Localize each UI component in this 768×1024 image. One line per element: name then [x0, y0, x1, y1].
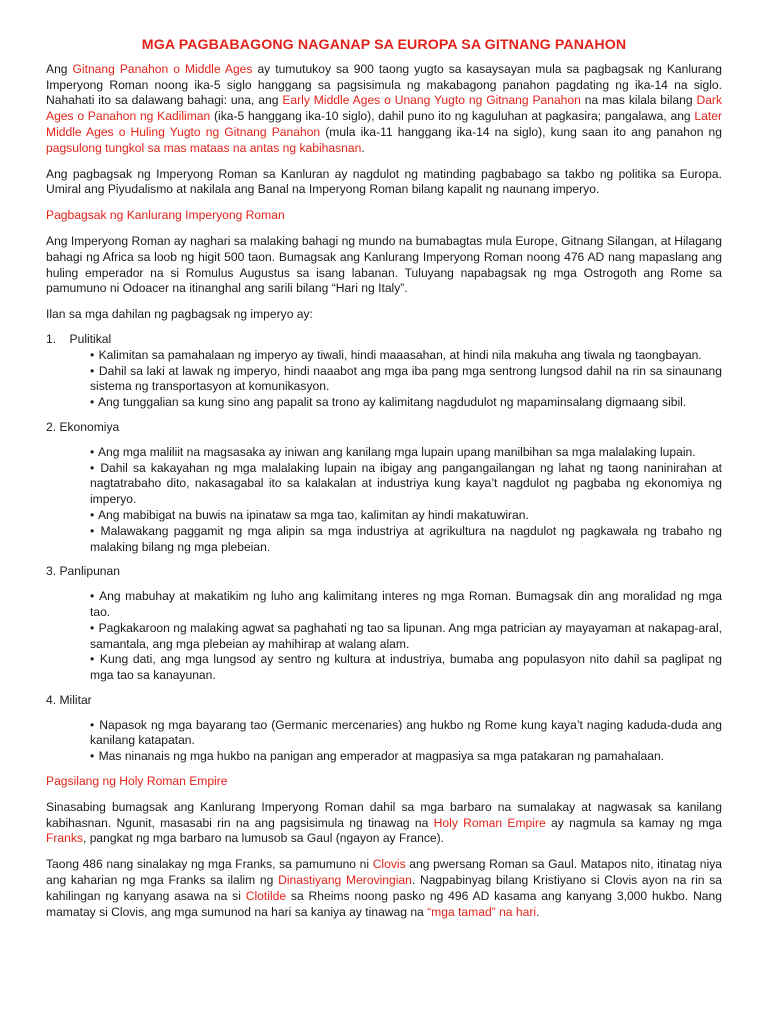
- list-item-text: Kung dati, ang mga lungsod ay sentro ng kultura at industriya, bumaba ang populasyon nito dahil sa paglipat ng mga tao sa kanayunan.: [90, 652, 722, 683]
- intro-text-4: (ika-5 hanggang ika-10 siglo), dahil puno ito ng kaguluhan at pagkasira; pangalawa, ang: [210, 109, 695, 124]
- bullet-icon: •: [90, 749, 95, 764]
- causes-intro: Ilan sa mga dahilan ng pagbagsak ng imperyo ay:: [46, 307, 313, 322]
- intro-text-2: ay tumutukoy sa 900 taong yugto sa kasaysayan mula sa pagbagsak ng Kanlurang Imperyong Roman noong ika-5 siglo hanggang sa pagsisimula ng makabagong panahon pagdating ng ika-14 na siglo. Nahahati ito sa dalawang bahagi: una, ang: [46, 61, 722, 108]
- list-item-text: Malawakang paggamit ng mga alipin sa mga industriya at agrikultura na nagdulot ng pagkawala ng trabaho ng malaking bilang ng mga plebeian.: [90, 523, 722, 554]
- franks-text-3: , pangkat ng mga barbaro na lumusob sa Gaul (ngayon ay France).: [82, 831, 444, 846]
- intro-text-6: .: [361, 140, 365, 155]
- list-item: [46, 621, 722, 653]
- term-clovis: Clovis: [372, 857, 406, 872]
- bullet-icon: •: [90, 589, 95, 604]
- term-dark-ages: Dark Ages o Panahon ng Kadiliman: [46, 93, 723, 124]
- section-heading-pagbagsak: Pagbagsak ng Kanlurang Imperyong Roman: [46, 208, 285, 223]
- cause-heading-ekonomiya: 2. Ekonomiya: [46, 419, 120, 434]
- intro-text-3: na mas kilala bilang: [580, 93, 697, 108]
- bullet-icon: •: [90, 363, 95, 378]
- section-heading-holy-roman-empire: Pagsilang ng Holy Roman Empire: [46, 774, 228, 789]
- term-franks: Franks: [46, 831, 83, 846]
- list-item: [46, 461, 722, 508]
- list-item-text: Ang tunggalian sa kung sino ang papalit sa trono ay kalimitang nagdudulot ng mapaminsalang digmaang sibil.: [97, 395, 687, 410]
- list-item: [46, 524, 722, 556]
- bullet-icon: •: [90, 395, 95, 410]
- list-item-text: Dahil sa laki at lawak ng imperyo, hindi naaabot ang mga iba pang mga sentrong lungsod dahil na rin sa sinaunang sistema ng transportasyon at komunikasyon.: [90, 363, 722, 394]
- bullet-icon: •: [90, 347, 95, 362]
- clovis-text-1: Taong 486 nang sinalakay ng mga Franks, sa pamumuno ni: [46, 857, 373, 872]
- bullet-icon: •: [90, 717, 95, 732]
- term-later-middle-ages: Later Middle Ages o Huling Yugto ng Gitnang Panahon: [46, 109, 722, 139]
- list-item-text: Mas ninanais ng mga hukbo na panigan ang emperador at magpasiya sa mga patakaran ng pamahalaan.: [98, 749, 665, 764]
- term-dinastiyang-merovingian: Dinastiyang Merovingian: [278, 873, 412, 888]
- list-item-text: Ang mga maliliit na magsasaka ay iniwan ang kanilang mga lupain upang manilbihan sa mga malalaking lupain.: [97, 444, 696, 459]
- list-item: [46, 508, 722, 524]
- list-item: [46, 718, 722, 750]
- paragraph-clovis: [46, 857, 722, 920]
- clovis-text-3: . Nagpabinyag bilang Kristiyano si Clovis ayon na rin sa kahilingan ng kanyang asawa na si: [46, 873, 722, 903]
- document-page: [46, 38, 722, 920]
- term-holy-roman-empire: Holy Roman Empire: [433, 815, 546, 830]
- list-item: [46, 445, 722, 461]
- franks-text-2: ay nagmula sa kamay ng mga: [545, 815, 722, 830]
- list-item-text: Dahil sa kakayahan ng mga malalaking lupain na ibigay ang pangangailangan ng lahat ng taong naninirahan at nagtatrabaho dito, nakasagabal ito sa kalakalan at industriya kung kaya’t nagdulot ng pagbaba ng ekonomiya ng imperyo.: [90, 460, 722, 507]
- bullet-icon: •: [90, 507, 95, 522]
- franks-text-1: Sinasabing bumagsak ang Kanlurang Imperyong Roman dahil sa mga barbaro na sumalakay at nagwasak sa kanilang kabihasnan. Ngunit, masasabi rin na ang pagsisimula ng tinawag na: [46, 799, 722, 830]
- term-pagsulong: pagsulong tungkol sa mas mataas na antas ng kabihasnan: [46, 140, 362, 155]
- bullet-icon: •: [90, 620, 95, 635]
- term-middle-ages: Gitnang Panahon o Middle Ages: [72, 61, 253, 76]
- intro-text-1: Ang: [46, 61, 73, 76]
- intro-paragraph: [46, 62, 722, 157]
- list-item-text: Pagkakaroon ng malaking agwat sa paghahati ng tao sa lipunan. Ang mga patrician ay mayayaman at nakapag-aral, samantala, ang mga plebeian ay mahihirap at walang alam.: [90, 620, 722, 651]
- paragraph-franks: [46, 800, 722, 847]
- paragraph-imperyong-roman: Ang Imperyong Roman ay naghari sa malaking bahagi ng mundo na bumabagtas mula Europe, Gitnang Silangan, at Hilagang bahagi ng Africa sa loob ng higit 500 taon. Bumagsak ang Kanlurang Imperyong Roman noong 476 AD nang mapaslang ang huling emperador na si Romulus Augustus sa isang labanan. Tuluyang napabagsak ng mga Ostrogoth ang Rome sa pamumuno ni Odoacer na itinanghal ang sarili bilang “Hari ng Italy”.: [46, 233, 722, 296]
- term-early-middle-ages: Early Middle Ages o Unang Yugto ng Gitnang Panahon: [282, 93, 581, 108]
- list-item-text: Kalimitan sa pamahalaan ng imperyo ay tiwali, hindi maaasahan, at hindi nila makuha ang tiwala ng taongbayan.: [98, 347, 702, 362]
- list-item-text: Napasok ng mga bayarang tao (Germanic mercenaries) ang hukbo ng Rome kung kaya’t naging kaduda-duda ang kanilang katapatan.: [90, 717, 722, 748]
- list-item: [46, 395, 722, 411]
- bullet-icon: •: [90, 652, 95, 667]
- clovis-text-2: ang pwersang Roman sa Gaul. Matapos nito, itinatag niya ang kaharian ng mga Franks sa ilalim ng: [46, 857, 722, 888]
- list-item: [46, 589, 722, 621]
- list-item: [46, 652, 722, 684]
- document-title: MGA PAGBABAGONG NAGANAP SA EUROPA SA GITNANG PANAHON: [141, 37, 627, 53]
- bullet-icon: •: [90, 523, 95, 538]
- term-mga-tamad-na-hari: “mga tamad” na hari: [427, 904, 537, 919]
- cause-heading-panlipunan: 3. Panlipunan: [46, 564, 120, 579]
- list-item-text: Ang mabibigat na buwis na ipinataw sa mga tao, kalimitan ay hindi makatuwiran.: [97, 507, 529, 522]
- cause-heading-pulitikal: 1. Pulitikal: [46, 331, 112, 346]
- bullet-icon: •: [90, 460, 95, 475]
- bullet-icon: •: [90, 444, 95, 459]
- clovis-text-4: sa Rheims noong pasko ng 496 AD kasama ang kanyang 3,000 hukbo. Nang mamatay si Clovis, ang mga sumunod na hari sa kaniya ay tinawag na: [46, 888, 722, 919]
- list-item: [46, 348, 722, 364]
- list-item-text: Ang mabuhay at makatikim ng luho ang kalimitang interes ng mga Roman. Bumagsak din ang moralidad ng mga tao.: [90, 589, 722, 619]
- term-clotilde: Clotilde: [245, 888, 287, 903]
- list-item: [46, 364, 722, 396]
- paragraph-piyudalismo: Ang pagbagsak ng Imperyong Roman sa Kanluran ay nagdulot ng matinding pagbabago sa takbo ng politika sa Europa. Umiral ang Piyudalismo at nakilala ang Banal na Imperyong Roman bilang kapalit ng naunang imperyo.: [46, 166, 722, 197]
- intro-text-5: (mula ika-11 hanggang ika-14 na siglo), kung saan ito ang panahon ng: [320, 124, 722, 139]
- list-item: [46, 749, 722, 765]
- clovis-text-5: .: [536, 904, 540, 919]
- cause-heading-militar: 4. Militar: [46, 692, 92, 707]
